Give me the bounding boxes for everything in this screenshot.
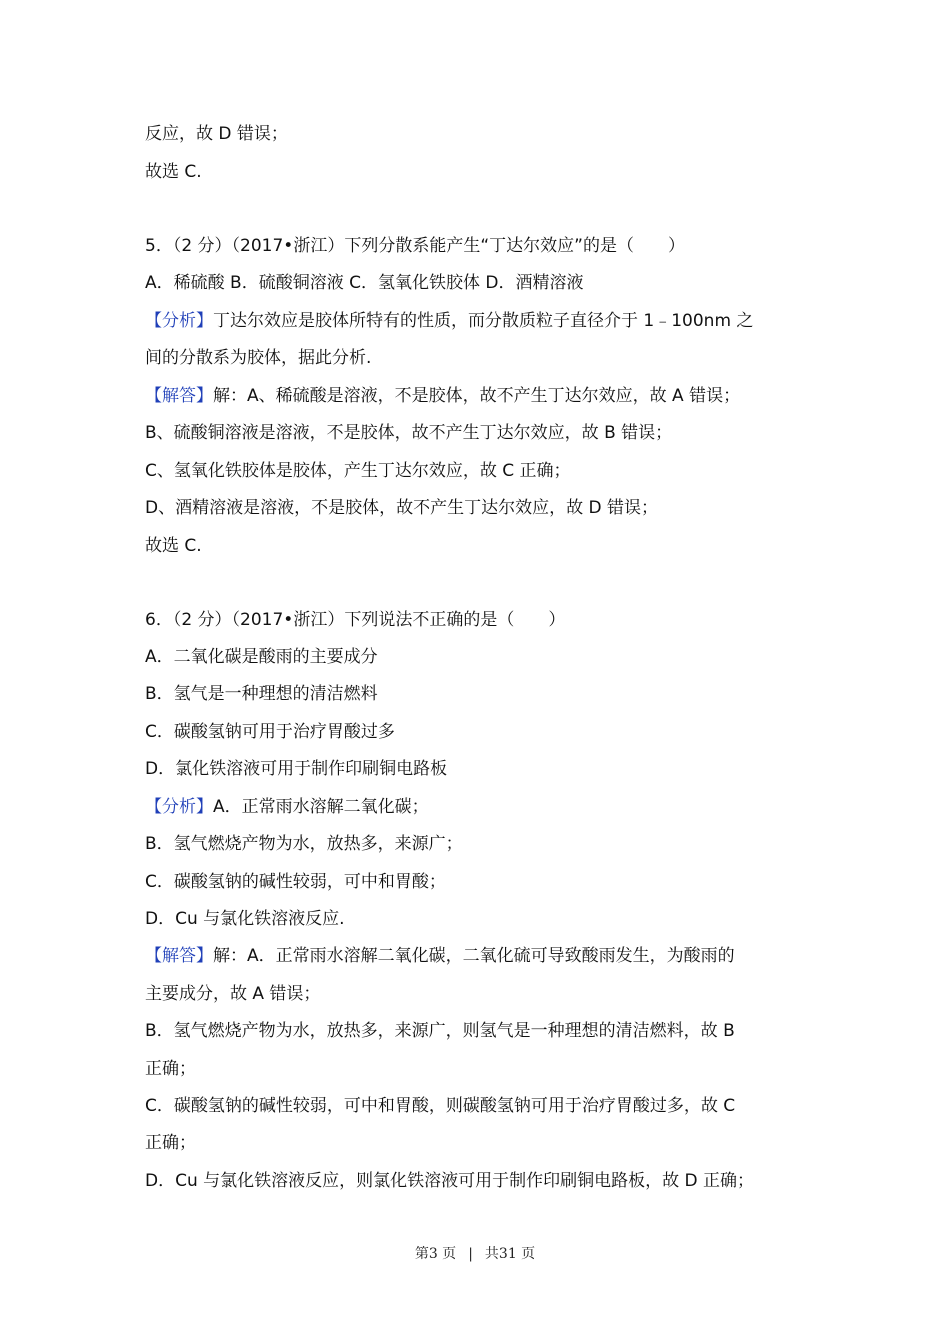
question-6-option-b: B．氢气是一种理想的清洁燃料	[145, 684, 378, 704]
question-6-option-c: C．碳酸氢钠可用于治疗胃酸过多	[145, 722, 395, 742]
text-line: 故选 C.	[145, 536, 202, 556]
question-5-analysis	[145, 309, 753, 333]
text-line: B、硫酸铜溶液是溶液，不是胶体，故不产生丁达尔效应，故 B 错误；	[145, 423, 673, 443]
answer-tag: 【解答】	[145, 946, 213, 966]
answer-tag: 【解答】	[145, 386, 213, 406]
answer-text: 解：A．正常雨水溶解二氧化碳，二氧化硫可导致酸雨发生，为酸雨的	[213, 946, 735, 966]
text-line: 故选 C.	[145, 162, 202, 182]
question-5-options: A．稀硫酸 B．硫酸铜溶液 C．氢氧化铁胶体 D．酒精溶液	[145, 273, 584, 293]
page-number: 第3 页	[414, 1246, 457, 1262]
footer-separator: |	[468, 1246, 473, 1262]
text-line: D．Cu 与氯化铁溶液反应，则氯化铁溶液可用于制作印刷铜电路板，故 D 正确；	[145, 1171, 755, 1191]
question-5-answer	[145, 384, 740, 408]
text-line: 间的分散系为胶体，据此分析.	[145, 348, 372, 368]
text-line: 正确；	[145, 1059, 196, 1079]
text-line: B．氢气燃烧产物为水，放热多，来源广，则氢气是一种理想的清洁燃料，故 B	[145, 1021, 735, 1041]
text-line: D．Cu 与氯化铁溶液反应.	[145, 909, 345, 929]
text-line: 反应，故 D 错误；	[145, 124, 288, 144]
analysis-text: 丁达尔效应是胶体所特有的性质，而分散质粒子直径介于 1﹣100nm 之	[213, 311, 754, 331]
text-line: D、酒精溶液是溶液，不是胶体，故不产生丁达尔效应，故 D 错误；	[145, 498, 658, 518]
page-total: 共31 页	[484, 1246, 536, 1262]
question-6-option-a: A．二氧化碳是酸雨的主要成分	[145, 647, 378, 667]
page-footer	[0, 1243, 950, 1263]
question-6-option-d: D．氯化铁溶液可用于制作印刷铜电路板	[145, 759, 448, 779]
text-line: 主要成分，故 A 错误；	[145, 984, 321, 1004]
question-6-answer	[145, 944, 735, 968]
analysis-tag: 【分析】	[145, 797, 213, 817]
analysis-tag: 【分析】	[145, 311, 213, 331]
question-5-title: 5．（2 分）（2017•浙江）下列分散系能产生“丁达尔效应”的是（ ）	[145, 236, 685, 256]
text-line: C、氢氧化铁胶体是胶体，产生丁达尔效应，故 C 正确；	[145, 461, 571, 481]
text-line: C．碳酸氢钠的碱性较弱，可中和胃酸，则碳酸氢钠可用于治疗胃酸过多，故 C	[145, 1096, 736, 1116]
text-line: C．碳酸氢钠的碱性较弱，可中和胃酸；	[145, 872, 446, 892]
text-line: 正确；	[145, 1133, 196, 1153]
text-line: B．氢气燃烧产物为水，放热多，来源广；	[145, 834, 463, 854]
analysis-text: A．正常雨水溶解二氧化碳；	[213, 797, 429, 817]
question-6-analysis	[145, 795, 429, 819]
question-6-title: 6．（2 分）（2017•浙江）下列说法不正确的是（ ）	[145, 610, 566, 630]
answer-text: 解：A、稀硫酸是溶液，不是胶体，故不产生丁达尔效应，故 A 错误；	[213, 386, 741, 406]
